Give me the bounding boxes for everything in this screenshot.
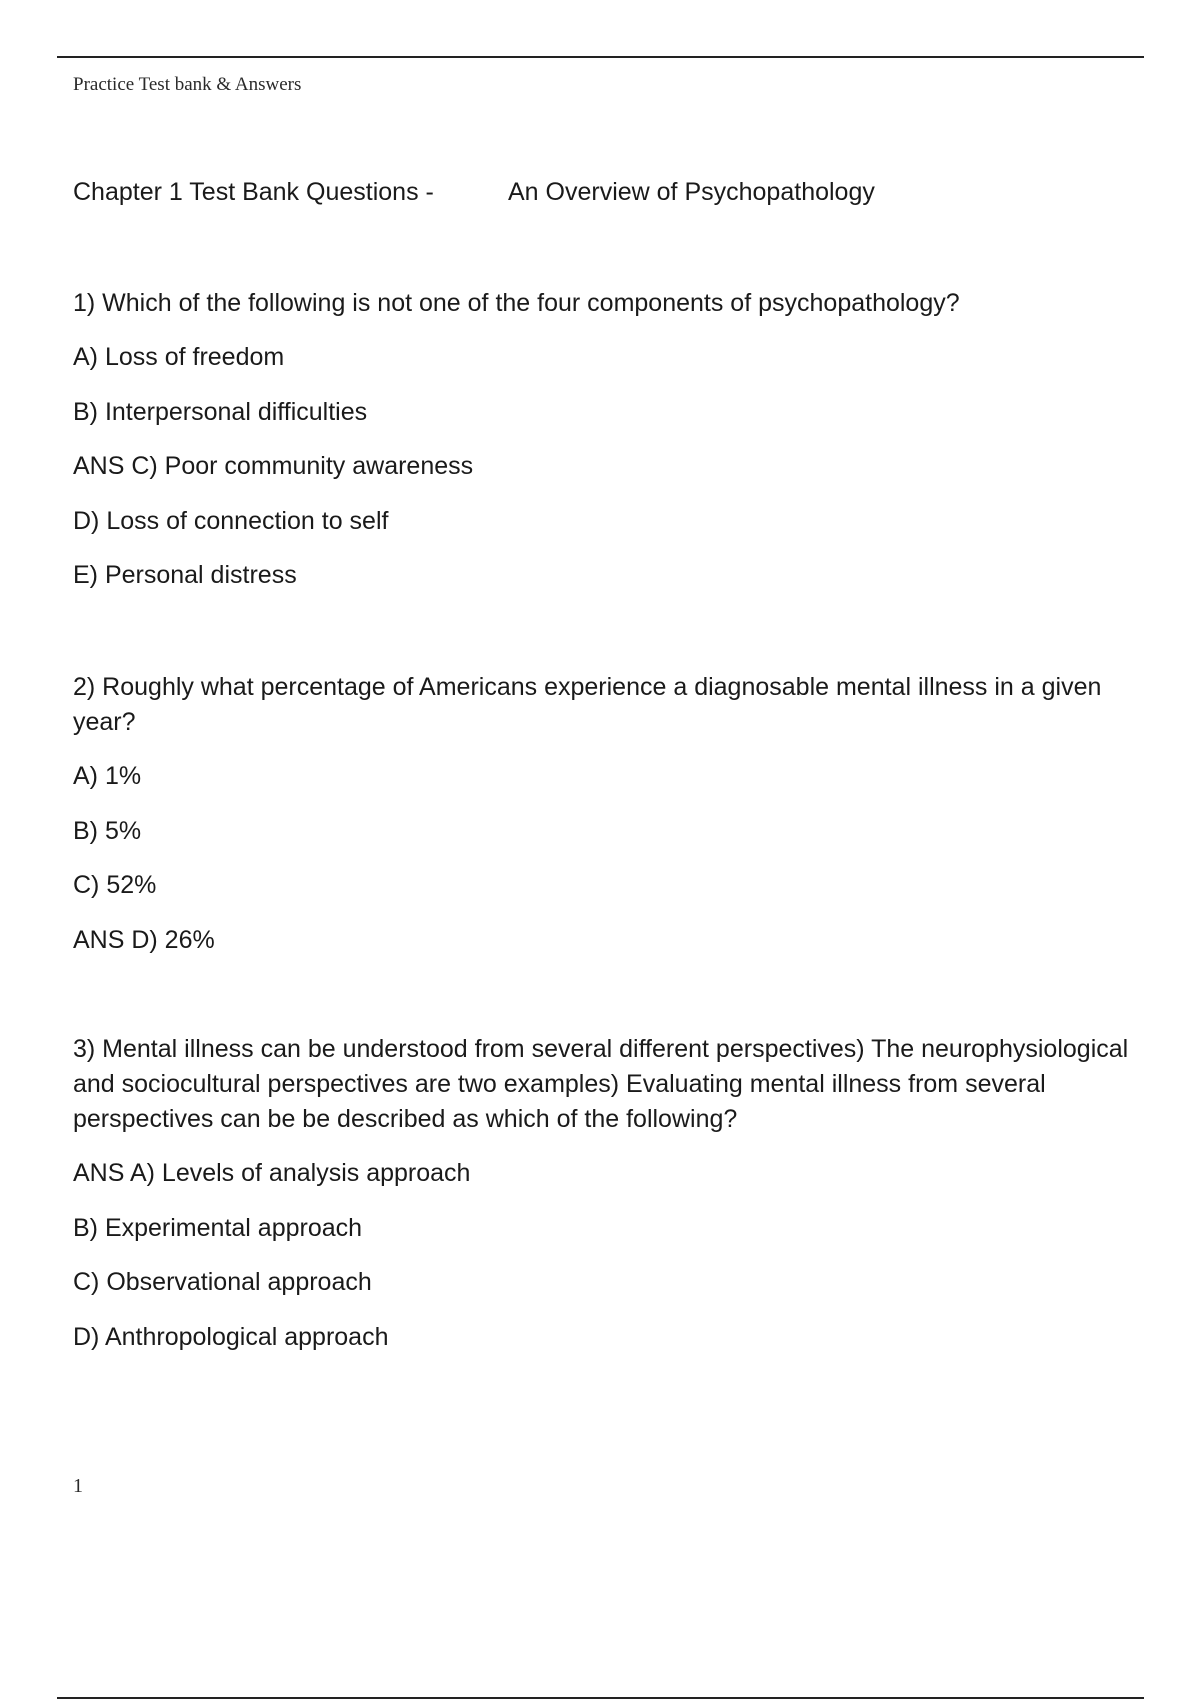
- bottom-rule: [57, 1697, 1144, 1699]
- chapter-title-right: An Overview of Psychopathology: [508, 178, 875, 206]
- answer-option: A) 1%: [73, 762, 142, 790]
- page-number: 1: [73, 1475, 83, 1497]
- correct-answer-option: ANS C) Poor community awareness: [73, 452, 474, 480]
- answer-option: B) 5%: [73, 816, 142, 845]
- chapter-title: [73, 178, 1133, 214]
- question-text: 1) Which of the following is not one of the four components of psychopathology?: [73, 289, 960, 317]
- answer-option: C) 52%: [73, 871, 157, 899]
- chapter-title-left: Chapter 1 Test Bank Questions -: [73, 178, 434, 206]
- top-rule: [57, 56, 1144, 58]
- correct-answer-option: ANS D) 26%: [73, 925, 215, 954]
- answer-option: D) Loss of connection to self: [73, 506, 389, 535]
- answer-option: B) Experimental approach: [73, 1213, 363, 1242]
- question-1: [73, 286, 1153, 613]
- answer-option: C) Observational approach: [73, 1268, 372, 1296]
- question-2: [73, 670, 1153, 977]
- answer-option: A) Loss of freedom: [73, 343, 285, 371]
- answer-option: E) Personal distress: [73, 561, 297, 589]
- question-3: [73, 1032, 1153, 1374]
- correct-answer-option: ANS A) Levels of analysis approach: [73, 1159, 471, 1187]
- question-text: 3) Mental illness can be understood from several different perspectives) The neurophysiological and sociocultural perspectives are two examples) Evaluating mental illness from several perspectives can be be described as which of the following?: [73, 1035, 1129, 1133]
- question-text: 2) Roughly what percentage of Americans experience a diagnosable mental illness in a given year?: [73, 673, 1102, 736]
- answer-option: B) Interpersonal difficulties: [73, 397, 368, 426]
- answer-option: D) Anthropological approach: [73, 1322, 389, 1351]
- page-header: Practice Test bank & Answers: [73, 74, 302, 95]
